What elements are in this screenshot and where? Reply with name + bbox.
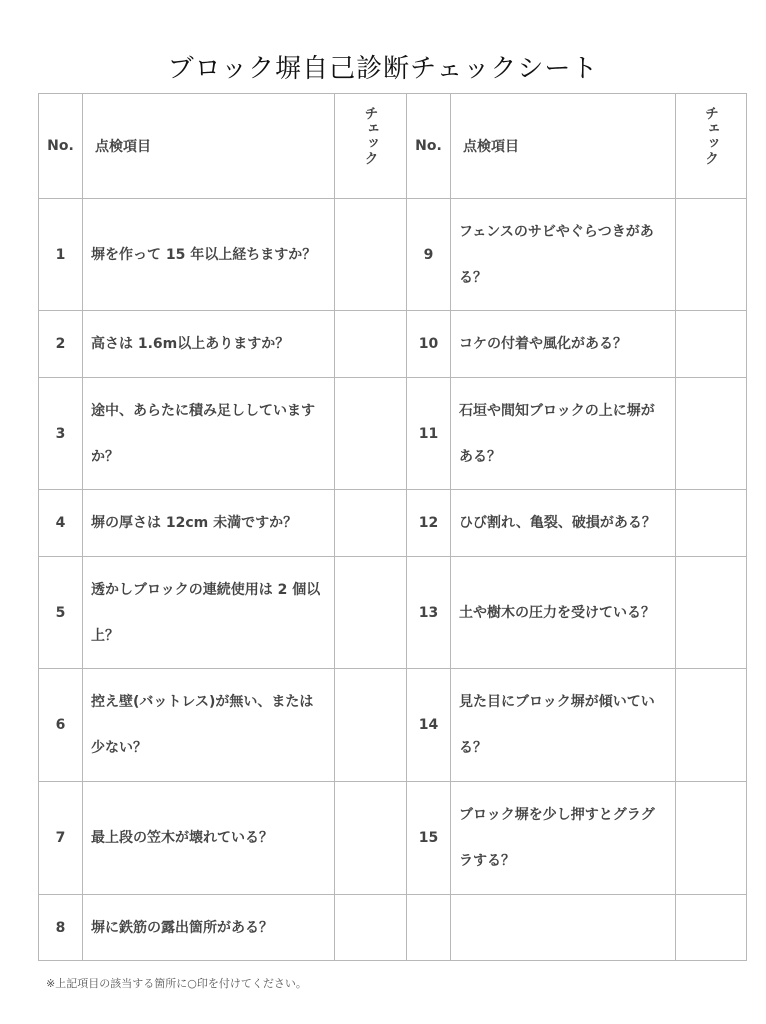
header-check-right [676, 94, 747, 199]
item-text: 透かしブロックの連続使用は 2 個以上？ [83, 557, 335, 669]
item-text: 塀の厚さは 12cm 未満ですか？ [83, 490, 335, 557]
check-box[interactable] [676, 378, 747, 490]
header-check-left [335, 94, 407, 199]
item-number: 15 [407, 782, 451, 895]
check-box[interactable] [335, 311, 407, 378]
check-box[interactable] [335, 895, 407, 961]
item-number [407, 895, 451, 961]
check-box[interactable] [335, 669, 407, 782]
check-box[interactable] [676, 490, 747, 557]
table-row [39, 782, 747, 895]
item-number: 13 [407, 557, 451, 669]
item-text: フェンスのサビやぐらつきがある？ [451, 199, 676, 311]
table-row [39, 199, 747, 311]
item-text [451, 895, 676, 961]
checklist-table [38, 93, 747, 961]
item-number: 6 [39, 669, 83, 782]
item-number: 1 [39, 199, 83, 311]
page-title: ブロック塀自己診断チェックシート [167, 54, 599, 84]
header-item-right: 点検項目 [451, 94, 676, 199]
item-number: 11 [407, 378, 451, 490]
item-text: 塀に鉄筋の露出箇所がある？ [83, 895, 335, 961]
header-check-right-label: チェック [703, 106, 719, 166]
item-text: 見た目にブロック塀が傾いている？ [451, 669, 676, 782]
check-box[interactable] [335, 199, 407, 311]
table-row [39, 490, 747, 557]
header-row [39, 94, 747, 199]
item-text: ひび割れ、亀裂、破損がある？ [451, 490, 676, 557]
check-box[interactable] [676, 199, 747, 311]
item-text: ブロック塀を少し押すとグラグラする？ [451, 782, 676, 895]
item-text: 土や樹木の圧力を受けている？ [451, 557, 676, 669]
table-row [39, 311, 747, 378]
item-text: 塀を作って 15 年以上経ちますか？ [83, 199, 335, 311]
footnote: ※上記項目の該当する箇所に○印を付けてください。 [46, 977, 307, 990]
item-number: 7 [39, 782, 83, 895]
check-box[interactable] [335, 782, 407, 895]
check-box[interactable] [676, 895, 747, 961]
item-number: 2 [39, 311, 83, 378]
header-no-left: No. [39, 94, 83, 199]
table-row [39, 669, 747, 782]
check-box[interactable] [335, 378, 407, 490]
table-row [39, 378, 747, 490]
table-row [39, 557, 747, 669]
item-number: 14 [407, 669, 451, 782]
item-number: 3 [39, 378, 83, 490]
item-text: 最上段の笠木が壊れている？ [83, 782, 335, 895]
table-row [39, 895, 747, 961]
check-box[interactable] [335, 557, 407, 669]
item-number: 4 [39, 490, 83, 557]
check-box[interactable] [676, 557, 747, 669]
header-no-right: No. [407, 94, 451, 199]
item-text: 石垣や間知ブロックの上に塀がある？ [451, 378, 676, 490]
item-text: コケの付着や風化がある？ [451, 311, 676, 378]
header-item-left: 点検項目 [83, 94, 335, 199]
item-number: 9 [407, 199, 451, 311]
item-text: 途中、あらたに積み足ししていますか？ [83, 378, 335, 490]
item-number: 8 [39, 895, 83, 961]
check-box[interactable] [676, 669, 747, 782]
item-number: 5 [39, 557, 83, 669]
item-number: 10 [407, 311, 451, 378]
item-text: 控え壁(バットレス)が無い、または少ない？ [83, 669, 335, 782]
check-box[interactable] [676, 311, 747, 378]
check-box[interactable] [676, 782, 747, 895]
item-text: 高さは 1.6m以上ありますか？ [83, 311, 335, 378]
check-box[interactable] [335, 490, 407, 557]
header-check-left-label: チェック [362, 106, 379, 166]
item-number: 12 [407, 490, 451, 557]
